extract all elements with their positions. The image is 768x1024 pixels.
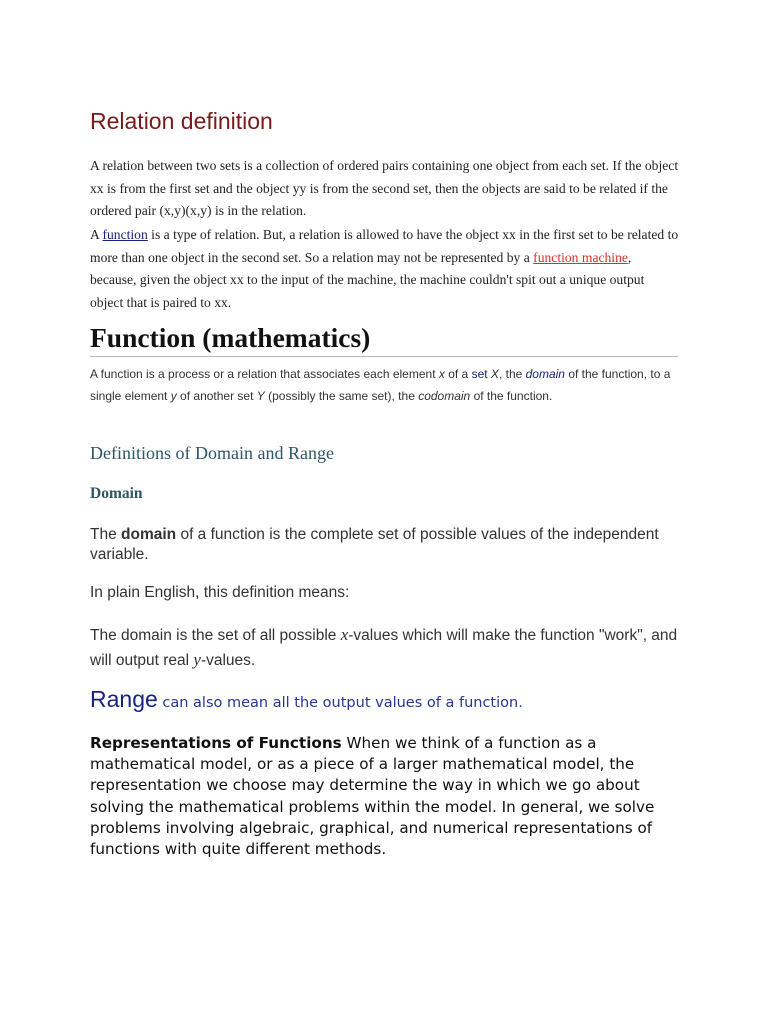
text: of a xyxy=(444,367,472,381)
math-x: x xyxy=(96,180,104,196)
text: is in the relation. xyxy=(211,203,307,218)
math-y: y xyxy=(292,180,300,196)
function-link[interactable]: function xyxy=(102,227,148,242)
codomain-term: codomain xyxy=(418,388,471,403)
relation-paragraph-1 xyxy=(90,155,680,223)
domain-paragraph-3 xyxy=(90,623,680,673)
text: of a function is the complete set of possible values of the independent variable. xyxy=(90,526,659,563)
math-x: x xyxy=(438,367,445,381)
text: of another set xyxy=(176,388,257,403)
range-term: Range xyxy=(90,686,158,712)
text: , because, given the object xyxy=(90,249,632,287)
text: When we think of a function as a mathematical model, or as a piece of a larger mathematical model, the representation we choose may determine the way in which we go about solving the mathematical problems within the model. In general, we solve problems involving algebraic, graphical, and numerical representations of functions with quite different methods. xyxy=(90,734,655,859)
function-machine-link[interactable]: function machine xyxy=(533,249,628,265)
text: -values which will make the function "work", and will output real xyxy=(90,627,678,669)
domain-term: domain xyxy=(121,526,177,543)
math-x: x xyxy=(340,625,349,644)
math-x: x xyxy=(509,227,516,242)
text: is from the second set, then the objects are said to be related if the ordered pair xyxy=(90,180,668,218)
domain-link[interactable]: domain xyxy=(525,367,565,381)
domain-paragraph-1 xyxy=(90,525,680,565)
relation-paragraph-2 xyxy=(90,224,680,314)
text: (possibly the same set), the xyxy=(264,388,419,403)
text: A function is a process or a relation that associates each element xyxy=(90,367,439,381)
function-heading: Function (mathematics) xyxy=(90,322,678,357)
math-Y: Y xyxy=(256,388,265,403)
math-x: x xyxy=(236,272,244,287)
range-paragraph xyxy=(90,686,523,713)
text: The xyxy=(90,526,122,543)
text: is a type of relation. But, a relation is allowed to have the object xyxy=(147,227,503,242)
function-paragraph xyxy=(90,364,690,407)
text: is from the first set and the object xyxy=(103,180,293,196)
definitions-heading: Definitions of Domain and Range xyxy=(90,443,334,463)
text: A xyxy=(90,227,103,242)
math-X: X xyxy=(490,367,499,381)
domain-paragraph-2: In plain English, this definition means: xyxy=(90,584,350,601)
text: . xyxy=(227,294,232,310)
text: to the input of the machine, the machine couldn't spit out a unique output object that is paired to xyxy=(90,272,645,310)
math-x: x xyxy=(214,294,221,310)
math-y: y xyxy=(299,180,307,196)
text: in the first set to be related to more than one object in the second set. So a relation may not be represented by a xyxy=(90,227,679,265)
relation-heading: Relation definition xyxy=(90,108,273,134)
math-x: x xyxy=(502,227,510,242)
math-pair: (x,y) xyxy=(159,203,186,218)
representations-term: Representations of Functions xyxy=(90,734,342,752)
text: A relation between two sets is a collection of ordered pairs containing one object from each set. If the object xyxy=(90,158,679,173)
text: , the xyxy=(498,367,526,381)
text: of the function. xyxy=(470,388,553,403)
math-x: x xyxy=(230,272,237,287)
math-x: x xyxy=(90,180,97,196)
text: of the function, to a single element xyxy=(90,367,671,403)
domain-heading: Domain xyxy=(90,485,143,502)
representations-paragraph xyxy=(90,733,685,860)
math-y: y xyxy=(170,388,177,403)
range-text: can also mean all the output values of a function. xyxy=(157,695,523,711)
math-y: y xyxy=(193,650,201,669)
text: The domain is the set of all possible xyxy=(90,627,341,644)
math-x: x xyxy=(221,294,228,310)
set-link[interactable]: set xyxy=(471,367,488,381)
math-pair: (x,y) xyxy=(185,203,212,218)
text: -values. xyxy=(200,652,256,669)
